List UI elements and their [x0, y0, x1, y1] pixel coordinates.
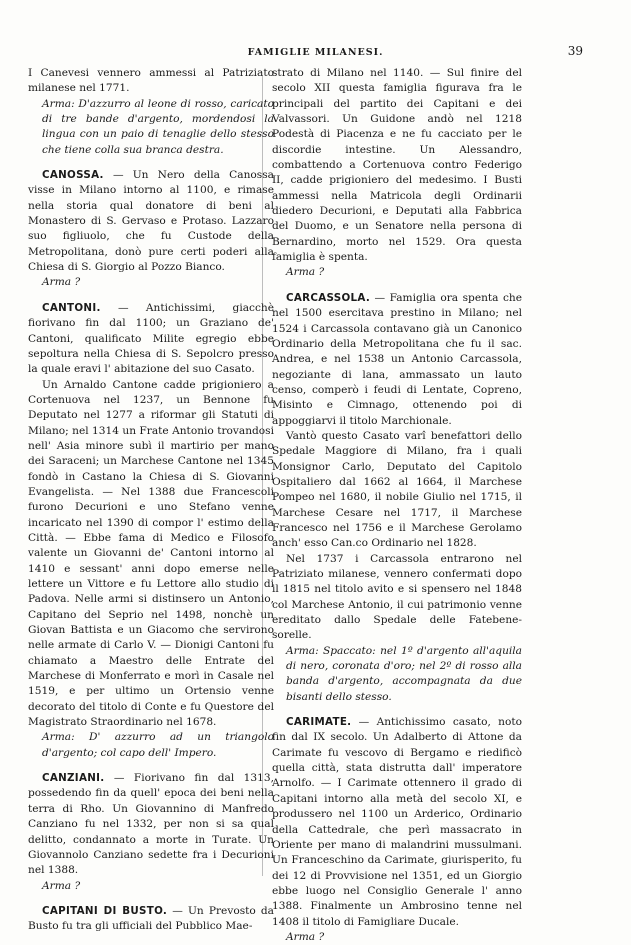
entry-carimate	[272, 715, 522, 930]
continuation-text: strato di Milano nel 1140. — Sul finire del secolo XII questa famiglia figurava fra le principali del partito dei Capitani e dei Valvassori. Un Guidone andò nel 1218 Podestà di Piacenza e ne fu cacciato per le discordie intestine. Un Alessandro, combattendo a Cortenuova contro Federigo II, cadde prigioniero del medesimo. I Busti ammessi nella Matricola degli Ordinarii diedero Decurioni, e Deputati alla Fabbrica del Duomo, e un Senatore nella persona di Bernardino, morto nel 1529. Ora questa famiglia è spenta.	[272, 67, 522, 264]
intro-text: I Canevesi vennero ammessi al Patriziato milanese nel 1771.	[28, 67, 274, 95]
arma-canziani: Arma ?	[42, 879, 81, 892]
entry-canossa	[28, 168, 274, 275]
entry-name: CARCASSOLA.	[286, 291, 371, 304]
arma-canossa: Arma ?	[42, 276, 81, 289]
arma-canevesi: Arma: D'azzurro al leone di rosso, caricato di tre bande d'argento, mordendosi la lingua con un paio di tenaglie dello stesso che tiene colla sua branca destra.	[42, 97, 274, 156]
entry-name: CANTONI.	[42, 301, 101, 314]
entry-text: — Fiorivano fin dal 1313, possedendo fin da quell' epoca dei beni nella terra di Rho. Un Giovannino di Manfredo Canziano fu nel 1332, per non si sa qual delitto, condannato a morte in Turate. Un Giovannolo Canziano sedette fra i Decurioni nel 1388.	[28, 772, 274, 877]
left-column	[28, 66, 274, 935]
entry-text: — Un Nero della Canossa visse in Milano intorno al 1100, e rimase nella storia qual donatore di beni al Monastero di S. Gervaso e Protaso. Lazzaro suo figliuolo, che fu Custode della Metropolitana, donò pure certi poderi alla Chiesa di S. Giorgio al Pozzo Bianco.	[28, 169, 274, 274]
running-header: FAMIGLIE MILANESI.	[247, 47, 384, 58]
entry-text: — Antichissimi, giacchè fiorivano fin dal 1100; un Graziano de' Cantoni, qualificato Milite egregio ebbe sepoltura nella Chiesa di S. Sepolcro presso la quale eravi l' abitazione del suo Casato.	[28, 301, 274, 376]
arma-carimate: Arma ?	[286, 930, 325, 943]
entry-carcassola-p3: Nel 1737 i Carcassola entrarono nel Patriziato milanese, vennero confermati dopo il 1815 nel titolo avito e si spensero nel 1848 col Marchese Antonio, il cui patrimonio venne ereditato dallo Spedale delle Fatebene-sorelle.	[272, 552, 522, 642]
entry-carcassola-p2: Vantò questo Casato varî benefattori dello Spedale Maggiore di Milano, fra i quali Monsignor Carlo, Deputato del Capitolo Ospitaliero dal 1662 al 1664, il Marchese Pompeo nel 1680, il nobile Giulio nel 1715, il Marchese Cesare nel 1717, il Marchese Francesco nel 1756 e il Marchese Gerolamo anch' esso Can.co Ordinario nel 1828.	[272, 429, 522, 550]
entry-name: CANOSSA.	[42, 169, 104, 182]
entry-cantoni-p2: Un Arnaldo Cantone cadde prigioniero a Cortenuova nel 1237, un Bennone fu Deputato nel 1277 a riformar gli Statuti di Milano; nel 1314 un Frate Antonio trovandosi nell' Asia minore subì il martirio per mano dei Saraceni; un Marchese Cantone nel 1345 fondò in Castano la Chiesa di S. Giovanni Evangelista. — Nel 1388 due Francescoli furono Decurioni e uno Stefano venne incaricato nel 1390 di compor l' estimo della Città. — Ebbe fama di Medico e Filosofo valente un Giovanni de' Cantoni intorno al 1410 e sessant' anni dopo emerse nelle lettere un Vittore e fu Lettore allo studio di Padova. Nelle armi si distinsero un Antonio, Capitano del Seprio nel 1498, nonchè un Giovan Battista e un Giacomo che servirono nelle armate di Carlo V. — Dionigi Cantoni fu chiamato a Maestro delle Entrate del Marchese di Monferrato e morì in Casale nel 1519, e per ultimo un Ortensio venne decorato del titolo di Conte e fu Questore del Magistrato Straordinario nel 1678.	[28, 378, 274, 729]
arma-carcassola: Arma: Spaccato: nel 1º d'argento all'aquila di nero, coronata d'oro; nel 2º di rosso alla banda d'argento, accompagnata da due bisanti dello stesso.	[286, 644, 522, 703]
arma-cantoni: Arma: D' azzurro ad un triangolo d'argento; col capo dell' Impero.	[42, 731, 274, 759]
entry-carcassola	[272, 291, 522, 429]
entry-name: CARIMATE.	[286, 716, 352, 729]
arma-capitani: Arma ?	[286, 266, 325, 279]
entry-name: CAPITANI DI BUSTO.	[42, 904, 168, 917]
page-number: 39	[567, 44, 583, 58]
entry-text: — Un Prevosto da Busto fu tra gli ufficiali del Pubblico Mae-	[28, 904, 274, 933]
entry-cantoni	[28, 301, 274, 378]
entry-capitani-di-busto	[28, 904, 274, 935]
entry-text: — Famiglia ora spenta che nel 1500 esercitava prestino in Milano; nel 1524 i Carcassola contavano già un Canonico Ordinario della Metropolitana che fu il sac. Andrea, e nel 1538 un Antonio Carcassola, negoziante di lana, ammassato un lauto censo, comperò i feudi di Lentate, Copreno, Misinto e Cimnago, ottenendo poi di appoggiarvi il titolo Marchionale.	[272, 291, 522, 427]
entry-canziani	[28, 771, 274, 878]
entry-text: — Antichissimo casato, noto fin dal IX secolo. Un Adalberto di Attone da Carimate fu vescovo di Bergamo e riedificò quella città, stata distrutta dall' imperatore Arnolfo. — I Carimate ottennero il grado di Capitani intorno alla metà del secolo XI, e produssero nel 1100 un Arderico, Ordinario della Cattedrale, che perì massacrato in Oriente per mano di malandrini mussulmani. Un Franceschino da Carimate, giurisperito, fu dei 12 di Provvisione nel 1351, ed un Giorgio ebbe luogo nel Consiglio Generale l' anno 1388. Finalmente un Ambrosino tenne nel 1408 il titolo di Famigliare Ducale.	[272, 716, 522, 928]
entry-name: CANZIANI.	[42, 772, 105, 785]
right-column	[272, 66, 522, 945]
